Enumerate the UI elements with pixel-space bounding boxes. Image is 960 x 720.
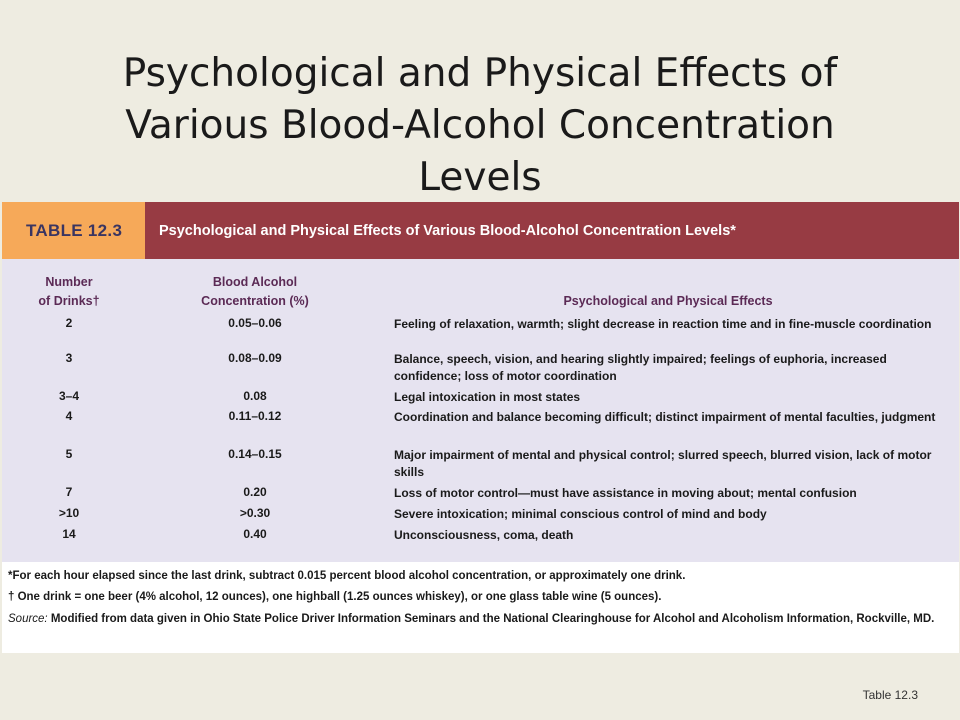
cell-bac: 0.08 <box>243 389 267 403</box>
column-header-bac <box>170 273 340 311</box>
cell-effects: Severe intoxication; minimal conscious control of mind and body <box>394 507 767 521</box>
footnote-asterisk: *For each hour elapsed since the last drink, subtract 0.015 percent blood alcohol concentration, or approximately one drink. <box>8 570 686 582</box>
column-header-effects: Psychological and Physical Effects <box>563 294 773 308</box>
source-text: Modified from data given in Ohio State Police Driver Information Seminars and the National Clearinghouse for Alcohol and Alcoholism Information, Rockville, MD. <box>50 613 935 625</box>
cell-bac: 0.11–0.12 <box>228 409 282 423</box>
column-header-drinks-line2: of Drinks† <box>38 294 100 308</box>
cell-drinks: 5 <box>65 447 73 461</box>
cell-effects: Feeling of relaxation, warmth; slight decrease in reaction time and in fine-muscle coordination <box>394 317 932 331</box>
table-number-tag: TABLE 12.3 <box>2 202 145 259</box>
cell-drinks: >10 <box>58 506 80 520</box>
table-footnotes <box>2 562 959 653</box>
cell-drinks: 3 <box>65 351 73 365</box>
cell-bac: 0.08–0.09 <box>228 351 282 365</box>
title-line-1: Psychological and Physical Effects of <box>122 51 838 97</box>
table-caption: Psychological and Physical Effects of Various Blood-Alcohol Concentration Levels* <box>145 202 959 259</box>
bac-effects-table <box>2 202 959 653</box>
table-body <box>2 259 959 562</box>
cell-effects: Major impairment of mental and physical control; slurred speech, blurred vision, lack of motor skills <box>394 448 932 479</box>
cell-bac: 0.40 <box>243 527 267 541</box>
cell-effects: Unconsciousness, coma, death <box>394 528 574 542</box>
footnote-dagger: † One drink = one beer (4% alcohol, 12 ounces), one highball (1.25 ounces whiskey), or one glass table wine (5 ounces). <box>8 591 662 603</box>
cell-effects: Legal intoxication in most states <box>394 390 581 404</box>
cell-effects: Balance, speech, vision, and hearing slightly impaired; feelings of euphoria, increased confidence; loss of motor coordination <box>394 352 887 383</box>
cell-drinks: 7 <box>65 485 73 499</box>
cell-effects: Loss of motor control—must have assistance in moving about; mental confusion <box>394 486 857 500</box>
cell-drinks: 3–4 <box>58 389 80 403</box>
cell-drinks: 14 <box>62 527 76 541</box>
column-header-bac-line1: Blood Alcohol <box>212 275 298 289</box>
table-header-bar <box>2 202 959 259</box>
footnote-source <box>8 611 948 628</box>
cell-bac: 0.20 <box>243 485 267 499</box>
column-header-drinks-line1: Number <box>45 275 93 289</box>
title-line-2: Various Blood-Alcohol Concentration <box>125 103 835 149</box>
cell-drinks: 2 <box>65 316 73 330</box>
column-header-drinks <box>2 273 136 311</box>
cell-drinks: 4 <box>65 409 73 423</box>
cell-bac: 0.05–0.06 <box>228 316 282 330</box>
title-line-3: Levels <box>418 155 542 201</box>
cell-bac: >0.30 <box>239 506 271 520</box>
slide-title <box>40 48 920 204</box>
slide-footer-label: Table 12.3 <box>862 688 918 702</box>
source-label: Source: <box>8 613 48 625</box>
cell-effects: Coordination and balance becoming difficult; distinct impairment of mental faculties, judgment <box>394 410 936 424</box>
cell-bac: 0.14–0.15 <box>228 447 282 461</box>
column-header-bac-line2: Concentration (%) <box>201 294 309 308</box>
